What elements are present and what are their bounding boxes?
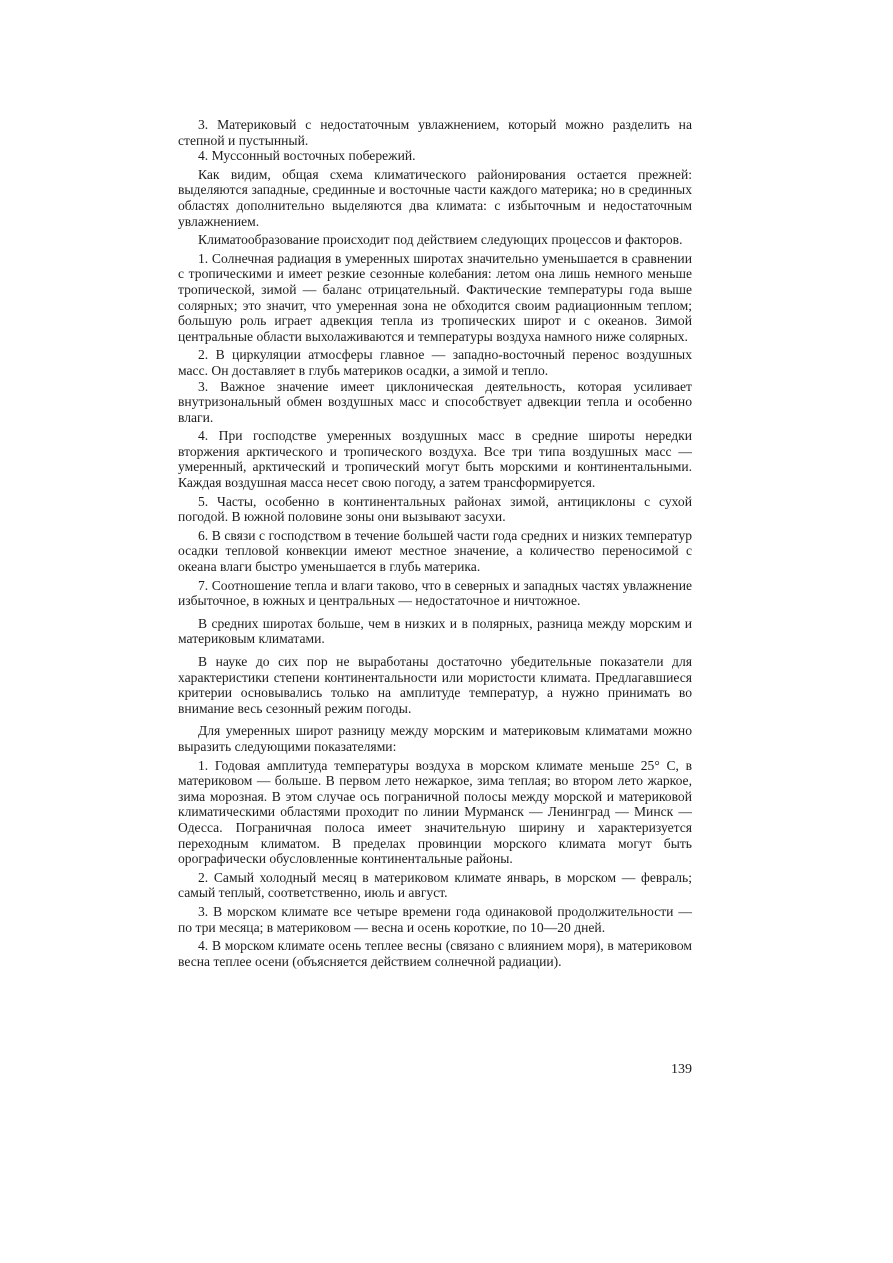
- paragraph: 5. Часты, особенно в континентальных районах зимой, антициклоны с сухой погодой. В южной половине зоны они вызывают засухи.: [178, 493, 692, 525]
- paragraph: 3. Важное значение имеет циклоническая деятельность, которая усиливает внутризональный обмен воздушных масс и способствует адвекции тепла и особенно влаги.: [178, 378, 692, 425]
- paragraph: 4. При господстве умеренных воздушных масс в средние широты нередки вторжения арктического и тропического воздуха. Все три типа воздушных масс — умеренный, арктический и тропический могут быть морскими и континентальными. Каждая воздушная масса несет свою погоду, а затем трансформируется.: [178, 428, 692, 491]
- paragraph: Как видим, общая схема климатического районирования остается прежней: выделяются западные, срединные и восточные части каждого материка; но в срединных областях дополнительно выделяются два климата: с избыточным и недостаточным увлажнением.: [178, 166, 692, 229]
- paragraph: 4. Муссонный восточных побережий.: [198, 148, 416, 164]
- page-number: 139: [671, 1062, 692, 1077]
- paragraph: В науке до сих пор не выработаны достаточно убедительные показатели для характеристики степени континентальности или мористости климата. Предлагавшиеся критерии основывались только на амплитуде температур, а нужно принимать во внимание весь сезонный режим погоды.: [178, 654, 692, 716]
- paragraph: 4. В морском климате осень теплее весны (связано с влиянием моря), в материковом весна теплее осени (объясняется действием солнечной радиации).: [178, 938, 692, 969]
- paragraph: 6. В связи с господством в течение большей части года средних и низких температур осадки тепловой конвекции имеют местное значение, а количество переносимой с океана влаги быстро уменьшается в глубь материка.: [178, 527, 692, 575]
- paragraph: В средних широтах больше, чем в низких и в полярных, разница между морским и материковым климатами.: [178, 615, 692, 647]
- page-text: [178, 117, 692, 1082]
- paragraph: Климатообразование происходит под действием следующих процессов и факторов.: [198, 232, 683, 248]
- paragraph: 1. Солнечная радиация в умеренных широтах значительно уменьшается в сравнении с тропическими и имеет резкие сезонные колебания: летом она лишь немного меньше тропической, зимой — баланс отрицательный. Фактические температуры года выше солярных; это значит, что умеренная зона не обходится своим радиационным теплом; большую роль играет адвекция тепла из тропических широт и с океанов. Зимой центральные области выхолаживаются и температуры воздуха намного ниже солярных.: [178, 250, 692, 344]
- paragraph: 1. Годовая амплитуда температуры воздуха в морском климате меньше 25° С, в материковом — больше. В первом лето нежаркое, зима теплая; во втором лето жаркое, зима морозная. В этом случае ось пограничной полосы между морской и материковой климатическими областями проходит по линии Мурманск — Ленинград — Минск — Одесса. Пограничная полоса имеет значительную ширину и характеризуется переходным климатом. В пределах провинции морского климата могут быть орографически обусловленные континентальные районы.: [178, 757, 692, 867]
- paragraph: 2. Самый холодный месяц в материковом климате январь, в морском — февраль; самый теплый, соответственно, июль и август.: [178, 869, 692, 901]
- paragraph: 3. Материковый с недостаточным увлажнением, который можно разделить на степной и пустынный.: [178, 117, 692, 148]
- paragraph: 2. В циркуляции атмосферы главное — западно-восточный перенос воздушных масс. Он доставляет в глубь материков осадки, а зимой и тепло.: [178, 347, 692, 378]
- paragraph: Для умеренных широт разницу между морским и материковым климатами можно выразить следующими показателями:: [178, 723, 692, 754]
- paragraph: 3. В морском климате все четыре времени года одинаковой продолжительности — по три месяца; в материковом — весна и осень короткие, по 10—20 дней.: [178, 903, 692, 935]
- paragraph: 7. Соотношение тепла и влаги таково, что в северных и западных частях увлажнение избыточное, в южных и центральных — недостаточное и ничтожное.: [178, 577, 692, 609]
